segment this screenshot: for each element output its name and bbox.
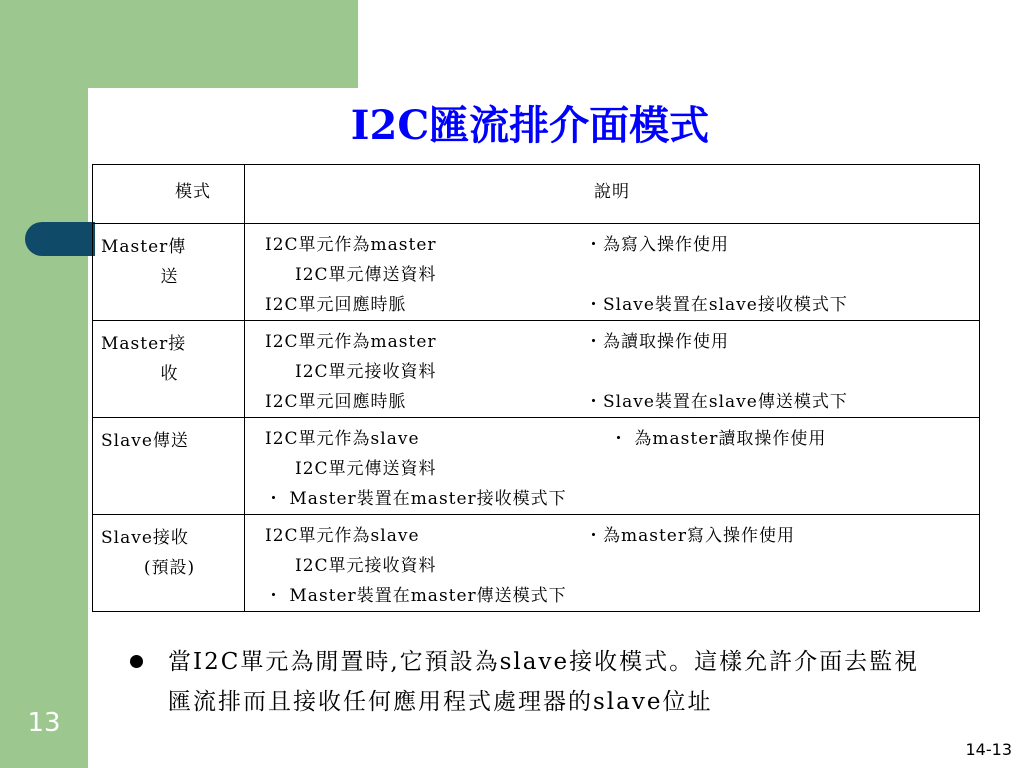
slide-number: 13 [27,708,61,738]
description-left: I2C單元傳送資料 [295,265,437,285]
mode-label: Master接 [101,334,187,354]
bullet-list [130,642,930,722]
page-title: I2C匯流排介面模式 [350,102,710,149]
description-right: ・為master寫入操作使用 [585,526,795,546]
bullet-dot-icon [130,655,143,668]
description-left: I2C單元回應時脈 [265,392,407,412]
header-mode: 模式 [93,165,245,224]
description-line [265,327,971,357]
mode-cell [93,224,245,321]
description-left: I2C單元傳送資料 [295,459,437,479]
page-footer: 14-13 [965,740,1012,759]
description-left: I2C單元接收資料 [295,362,437,382]
description-left: ・ Master裝置在master接收模式下 [265,489,567,509]
description-line [265,357,971,387]
description-cell [245,515,980,612]
mode-table [92,164,980,612]
table-row [93,515,980,612]
bullet-text: 當I2C單元為閒置時,它預設為slave接收模式。這樣允許介面去監視匯流排而且接收任何應用程式處理器的slave位址 [168,649,920,715]
decorative-tab [25,222,95,256]
description-line [265,260,971,290]
green-frame-left [0,0,88,768]
description-left: ・ Master裝置在master傳送模式下 [265,586,567,606]
description-right: ・ 為master讀取操作使用 [610,429,827,449]
mode-label: Slave接收 [101,528,189,548]
description-right: ・Slave裝置在slave傳送模式下 [585,392,848,412]
mode-label-cont: 送 [160,267,179,287]
description-left: I2C單元作為slave [265,429,420,449]
mode-cell [93,418,245,515]
mode-label: Slave傳送 [101,431,189,451]
description-left: I2C單元接收資料 [295,556,437,576]
description-right: ・為讀取操作使用 [585,332,729,352]
description-left: I2C單元作為master [265,332,437,352]
mode-label: Master傳 [101,237,187,257]
description-line [265,454,971,484]
description-right: ・Slave裝置在slave接收模式下 [585,295,848,315]
description-cell [245,224,980,321]
description-left: I2C單元作為slave [265,526,420,546]
table-row [93,418,980,515]
description-line [265,230,971,260]
table-header-row [93,165,980,224]
description-line [265,521,971,551]
description-line [265,581,971,611]
mode-label-cont: 收 [160,364,179,384]
description-left: I2C單元回應時脈 [265,295,407,315]
table-row [93,321,980,418]
description-line [265,290,971,320]
description-left: I2C單元作為master [265,235,437,255]
mode-cell [93,321,245,418]
description-cell [245,418,980,515]
description-line [265,424,971,454]
mode-cell [93,515,245,612]
mode-label-cont: (預設) [143,558,196,578]
description-line [265,484,971,514]
description-line [265,387,971,417]
table-row [93,224,980,321]
description-right: ・為寫入操作使用 [585,235,729,255]
description-cell [245,321,980,418]
description-line [265,551,971,581]
header-description: 說明 [245,165,980,224]
